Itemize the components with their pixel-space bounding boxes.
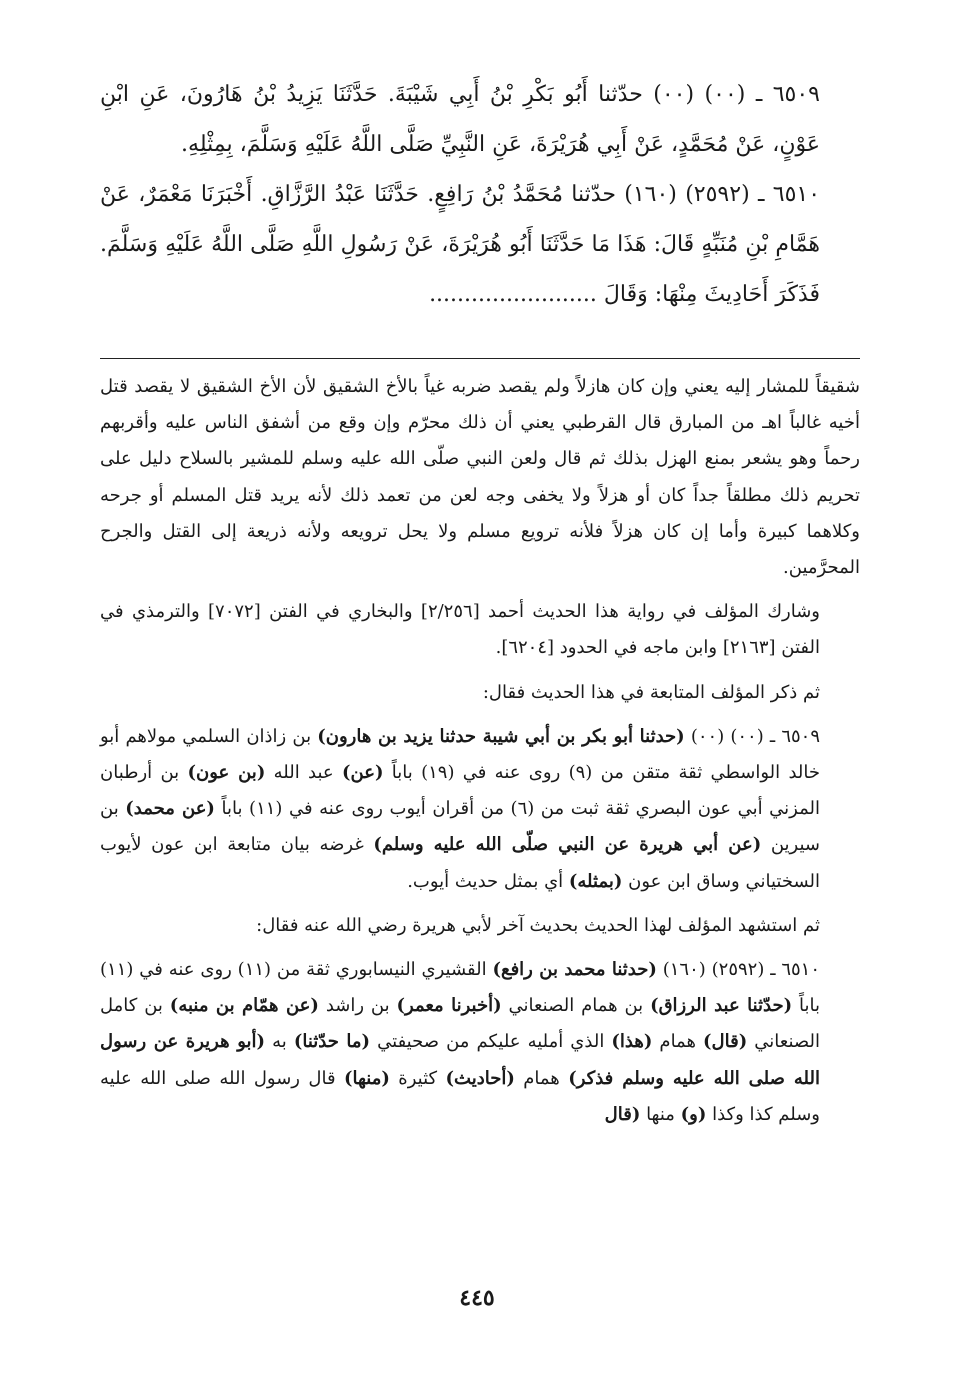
commentary-paragraph: ثم ذكر المؤلف المتابعة في هذا الحديث فقال: [482,681,820,703]
commentary-paragraph: ثم استشهد المؤلف لهذا الحديث بحديث آخر لأبي هريرة رضي الله عنه فقال: [256,914,820,936]
commentary [100,369,860,1133]
book-page [100,70,860,1133]
commentary-paragraph: شقيقاً للمشار إليه يعني وإن كان هازلاً ولم يقصد ضربه غياً بالأخ الشقيق لأن الأخ الشقيق لا يقصد قتل أخيه غالباً اهـ من المبارق قال القرطبي يعني أن ذلك محرّم وإن وقع من أشفق الناس عليه وأقربهم رحماً وهو يشعر بمنع الهزل بذلك ثم قال ولعن النبي صلّى الله عليه وسلم للمشير بالسلاح دليل على تحريم ذلك مطلقاً جداً كان أو هزلاً ولا يخفى وجه لعن من تعمد ذلك لأنه يريد قتل المسلم أو جرحه وكلاهما كبيرة وأما إن كان هزلاً فلأنه ترويع مسلم ولا يحل ترويعه ولأنه ذريعة إلى القتل والجرح المحرَّمين. [100,376,860,579]
commentary-paragraph: ٦٥٠٩ ـ (٠٠) (٠٠) (حدثنا أبو بكر بن أبي شيبة حدثنا يزيد بن هارون) بن زاذان السلمي مولاهم أبو خالد الواسطي ثقة متقن من (٩) روى عنه في (١٩) باباً (عن) عبد الله (بن عون) بن أرطبان المزني أبي عون البصري ثقة ثبت من (٦) من أقران أيوب روى عنه في (١١) باباً (عن محمد) بن سيرين (عن أبي هريرة عن النبي صلّى الله عليه وسلم) غرضه بيان متابعة ابن عون لأيوب السختياني وساق ابن عون (بمثله) أي بمثل حديث أيوب. [100,725,820,892]
hadith-text [100,70,860,320]
footnote-divider [100,358,860,359]
hadith-6509: ٦٥٠٩ ـ (٠٠) (٠٠) حدّثنا أَبُو بَكْرِ بْنُ أَبِي شَيْبَةَ. حَدَّثَنَا يَزِيدُ بْنُ هَارُونَ، عَنِ ابْنِ عَوْنٍ، عَنْ مُحَمَّدٍ، عَنْ أَبِي هُرَيْرَةَ، عَنِ النَّبِيِّ صَلَّى اللَّهُ عَلَيْهِ وَسَلَّمَ، بِمِثْلِهِ. [100,82,820,157]
commentary-paragraph: وشارك المؤلف في رواية هذا الحديث أحمد [٢/٢٥٦] والبخاري في الفتن [٧٠٧٢] والترمذي في الفتن [٢١٦٣] وابن ماجه في الحدود [٦٢٠٤]. [100,601,820,659]
page-number: ٤٤٥ [459,1285,495,1311]
commentary-paragraph: ٦٥١٠ ـ (٢٥٩٢) (١٦٠) (حدثنا محمد بن رافع) القشيري النيسابوري ثقة من (١١) روى عنه في (١١) باباً (حدّثنا عبد الرزاق) بن همام الصنعاني (أخبرنا معمر) بن راشد (عن همّام بن منبه) بن كامل الصنعاني (قال) همام (هذا) الذي أمليه عليكم من صحيفتي (ما حدّثنا) به (أبو هريرة عن رسول الله صلى الله عليه وسلم فذكر) همام (أحاديث) كثيرة (منها) قال رسول الله صلى الله عليه وسلم كذا وكذا (و) منها (قال [100,959,821,1125]
hadith-6510: ٦٥١٠ ـ (٢٥٩٢) (١٦٠) حدّثنا مُحَمَّدُ بْنُ رَافِعٍ. حَدَّثَنَا عَبْدُ الرَّزَّاقِ. أَخْبَرَنَا مَعْمَرٌ، عَنْ هَمَّامِ بْنِ مُنَبِّهٍ قَالَ: هَذَا مَا حَدَّثَنَا أَبُو هُرَيْرَةَ، عَنْ رَسُولِ اللَّهِ صَلَّى اللَّهُ عَلَيْهِ وَسَلَّمَ. فَذَكَرَ أَحَادِيثَ مِنْهَا: وَقَالَ ........................ [100,182,821,307]
